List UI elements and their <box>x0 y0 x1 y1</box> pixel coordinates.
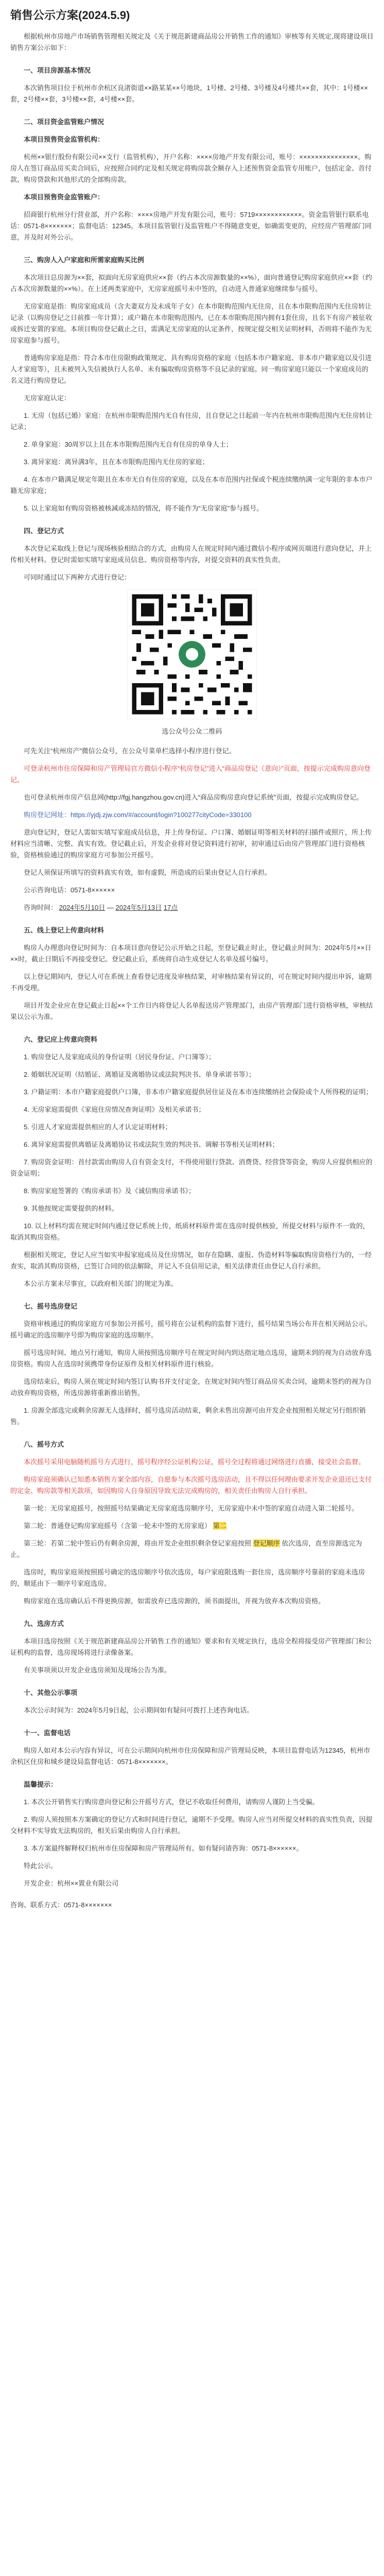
section-4-p4: 也可登录杭州市房产信息网(http://fgj.hangzhou.gov.cn)进入“商品房购房意向登记系统”页面，按提示完成购房登记。 <box>24 793 363 801</box>
section-8-p4: 选房时，购房家庭须按照摇号确定的选房顺序号依次选房，每户家庭限选购一套住房，选房顺序号靠前的家庭未选房的，顺延由下一顺序号家庭选房。 <box>10 1568 365 1587</box>
section-11-heading: 十一、监督电话 <box>24 1729 71 1737</box>
section-5-p1: 购房人办理意向登记时间为：自本项目意向登记公示开始之日起，至登记截止时止，登记截止时间为：2024年5月××日××时，截止日期后不再接受登记。登记截止后，系统将自动生成登记人名单及摇号编号。 <box>10 944 372 963</box>
qr-caption: 选公众号公众二维码 <box>162 727 222 735</box>
section-8-p2-line <box>10 1520 374 1532</box>
section-5-heading: 五、线上登记上传意向材料 <box>24 926 104 934</box>
highlight-order: 登记顺序 <box>253 1539 280 1547</box>
section-6-item: 4. 无房家庭需提供《家庭住房情况查询证明》及相关承诺书； <box>24 1106 205 1113</box>
section-4-contact: 公示咨询电话：0571-8×××××× <box>24 886 115 894</box>
section-4-red-note: 可登录杭州市住房保障和房产管理局官方微信小程序“杭房登记”进入“商品房登记（意向）”页面，按提示完成购房意向登记。 <box>10 765 371 784</box>
section-6-item: 1. 购房登记人及家庭成员的身份证明（居民身份证、户口簿等）； <box>24 1053 215 1061</box>
section-3-item: 4. 在本市户籍满足规定年限且在本市无自有住房的家庭，以及在本市范围内社保或个税连续缴纳满一定年限的非本市户籍无房家庭； <box>10 476 373 495</box>
notes-closing: 特此公示。 <box>24 1862 58 1870</box>
section-6-p1: 根据相关规定，登记人应当如实申报家庭成员及住房情况，如存在隐瞒、虚报、伪造材料等骗取购房资格行为的，一经查实，取消其购房资格，已签订合同的依法解除，并记入不良信用记录，相关法律责任由登记人自行承担。 <box>10 1251 372 1270</box>
section-1-heading: 一、项目房源基本情况 <box>24 66 91 74</box>
section-6-p2: 本公示方案未尽事宜，以政府相关部门的规定为准。 <box>24 1280 178 1287</box>
date-start: 2024年5月10日 <box>59 904 106 911</box>
section-3-p3: 普通购房家庭是指：符合本市住房限购政策规定、具有购房资格的家庭（包括本市户籍家庭、非本市户籍家庭以及引进人才家庭等），且未被列入失信被执行人名单、未有骗取购房资格等不良记录的家庭。同一购房家庭只能以一个家庭成员的名义进行购房登记。 <box>10 354 372 384</box>
section-4-p5: 意向登记时，登记人需如实填写家庭成员信息，并上传身份证、户口簿、婚姻证明等相关材料的扫描件或照片，所上传材料应当清晰、完整、真实有效。登记截止后，开发企业将对登记资料进行初审，初审通过后由房产管理部门进行资格核验，资格核验通过的购房家庭方可参加公开摇号。 <box>10 828 372 859</box>
section-8-red-p2: 购房家庭须确认已知悉本销售方案全部内容，自愿参与本次摇号选房活动，且不得以任何理由要求开发企业退还已支付的定金、购房款等相关款项，如因购房人自身原因导致无法完成购房的，相关责任由购房人自行承担。 <box>10 1476 372 1495</box>
section-6-item: 8. 购房家庭签署的《购房承诺书》及《诚信购房承诺书》； <box>24 1187 195 1195</box>
section-2-p1: 杭州××银行股份有限公司××支行（监管机构），开户名称：××××房地产开发有限公司，账号：×××××××××××××××。购房人在签订商品房买卖合同后，应按照合同约定及相关规定将购房款全额存入上述预售资金监管专用账户，包括定金、首付款、购房贷款和其他形式的全部购房款。 <box>10 153 372 183</box>
section-9-heading: 九、选房方式 <box>24 1620 64 1628</box>
section-3-sub: 无房家庭认定： <box>24 394 71 402</box>
section-6-item: 9. 其他按规定需要提供的材料。 <box>24 1205 118 1212</box>
section-4-p1: 本次登记采取线上登记与现场核验相结合的方式，由购房人在规定时间内通过微信小程序或网页端进行意向登记，并上传相关材料。登记时需如实填写家庭成员信息、购房资格等内容，对提交资料的真实性负责。 <box>10 545 372 564</box>
notes-heading: 温馨提示： <box>24 1781 58 1788</box>
company-name: 开发企业：杭州××置业有限公司 <box>24 1879 119 1887</box>
section-8-p5: 购房家庭在选房确认后不得更换房源，如需放弃已选房源的，须书面提出，并视为放弃本次购房资格。 <box>24 1597 325 1605</box>
section-6-item: 10. 以上材料均需在规定时间内通过登记系统上传，纸质材料原件需在选房时提供核验，所提交材料与原件不一致的，取消其购房资格。 <box>10 1222 370 1241</box>
section-8-p3: 第三轮：若第二轮中签后仍有剩余房源，将由开发企业组织剩余登记家庭按照 <box>24 1539 252 1547</box>
section-3-item: 3. 离异家庭：离异满3年，且在本市限购范围内无住房的家庭； <box>24 458 209 466</box>
section-3-item: 5. 以上家庭如有购房资格被核减或冻结的情况，将不能作为“无房家庭”参与摇号。 <box>24 504 264 512</box>
date-mid: 2024年5月13日 <box>115 904 162 911</box>
intro: 根据杭州市房地产市场销售管理相关规定及《关于规范新建商品房公开销售工作的通知》审核等有关规定,现将建设项目销售方案公示如下： <box>10 32 374 52</box>
section-2-p2: 招商银行杭州分行营业部，开户名称：××××房地产开发有限公司，账号：5719××××××××××××。资金监管银行联系电话：0571-8×××××××；监督电话：12345。本项目监管银行及监管账户不得随意变更，如确需变更的，应经房产管理部门同意，并及时对外公示。 <box>10 211 372 241</box>
section-2-heading: 二、项目资金监管账户情况 <box>24 118 104 126</box>
section-3-p2: 无房家庭是指：购房家庭成员（含夫妻双方及未成年子女）在本市限购范围内无住房，且在本市限购范围内无住房转让记录（以购房登记之日前推一年计算）；或户籍在本市限购范围内，已在本市限购范围内拥有1套住房，且名下有房产被征收或拆迁安置的家庭。本项目购房登记截止之日，需满足无房家庭的认定条件，按规定提交相关证明材料，否则将不能作为无房家庭参与摇号。 <box>10 302 372 344</box>
footer-contact: 咨询、联系方式：0571-8××××××× <box>10 1901 112 1909</box>
section-6-item: 5. 引进人才家庭需提供相应的人才认定证明材料； <box>24 1123 172 1131</box>
section-6-item: 6. 离异家庭需提供离婚证及离婚协议书或法院生效的判决书、调解书等相关证明材料； <box>24 1141 279 1148</box>
qr-code-container <box>10 589 374 723</box>
section-3-heading: 三、购房人入户家庭和所需家庭购买比例 <box>24 256 145 264</box>
page-title: 销售公示方案(2024.5.9) <box>10 9 130 22</box>
section-6-item: 7. 购房资金证明：首付款需由购房人自有资金支付，不得使用银行贷款、消费贷、经营贷等资金，购房人应提供相应的资金证明； <box>10 1158 373 1177</box>
section-3-item: 1. 无房（包括已婚）家庭：在杭州市限购范围内无自有住房，且自登记之日起前一年内在杭州市限购范围内无住房转让记录； <box>10 412 373 431</box>
dates-label: 咨询时间： <box>24 904 58 911</box>
section-6-item: 3. 户籍证明：本市户籍家庭提供户口簿，非本市户籍家庭提供居住证及在本市连续缴纳社会保险或个人所得税的证明； <box>24 1088 373 1096</box>
notes-item: 2. 购房人须按照本方案确定的登记方式和时间进行登记，逾期不予受理。购房人应当对所提交材料的真实性负责，因提交材料不实导致无法购房的，相关后果由购房人自行承担。 <box>10 1816 373 1835</box>
section-4-p6: 登记人须保证所填写的资料真实有效，如有虚假，所造成的后果由登记人自行承担。 <box>24 869 272 876</box>
section-7-p3: 选房结束后，购房人须在规定时间内签订认购书并支付定金，在规定时间内签订商品房买卖合同，逾期未签约的视为自动放弃购房资格，所选房源将重新推出销售。 <box>10 1378 372 1397</box>
section-10-p1: 本次公示时间为：2024年5月9日起，公示期间如有疑问可拨打上述咨询电话。 <box>24 1706 254 1714</box>
section-8-p3b: 依次选房，直至房源选完为止。 <box>10 1539 362 1558</box>
notes-item: 3. 本方案最终解释权归杭州市住房保障和房产管理局所有。如有疑问请咨询：0571-8××××××。 <box>24 1844 303 1852</box>
section-4-p2: 可同时通过以下两种方式进行登记： <box>24 573 131 581</box>
date-end: 17点 <box>163 904 178 911</box>
section-4-p3: 可先关注“杭州房产”微信公众号，在公众号菜单栏选择小程序进行登记。 <box>24 747 236 755</box>
section-11-p1: 购房人如对本公示内容有异议，可在公示期间向杭州市住房保障和房产管理局反映，本项目监督电话为12345，杭州市余杭区住房和城乡建设局监督电话：0571-8×××××××。 <box>10 1747 371 1766</box>
section-5-p3: 项目开发企业应在登记截止日起××个工作日内将登记人名单报送房产管理部门，由房产管理部门进行资格审核，审核结果以公示为准。 <box>10 1002 373 1021</box>
section-8-red-p1: 本次摇号采用电脑随机摇号方式进行，摇号程序经公证机构公证，摇号全过程将通过网络进行直播，接受社会监督。 <box>24 1458 365 1466</box>
section-2-sub1: 本项目预售资金监管机构： <box>24 135 104 143</box>
notes-item: 1. 本次公开销售实行购房意向登记和公开摇号方式，登记不收取任何费用，请购房人谨防上当受骗。 <box>24 1798 319 1806</box>
highlight-round: 第二 <box>213 1522 226 1530</box>
section-8-p3-line <box>10 1538 374 1561</box>
section-7-heading: 七、摇号选房登记 <box>24 1302 78 1310</box>
registration-url[interactable]: 购房登记网址：https://yjdj.zjw.com/#/account/login?100277cityCode=330100 <box>24 811 252 819</box>
qr-code-image <box>127 589 257 719</box>
section-3-p1: 本次项目总房源为××套，拟面向无房家庭供应××套（约占本次房源数量的××%），面向普通登记购房家庭供应××套（约占本次房源数量的××%）。在上述两类家庭中，无房家庭摇号未中签的，自动进入普通家庭继续参与摇号。 <box>10 274 372 293</box>
section-8-p1: 第一轮：无房家庭摇号，按照摇号结果确定无房家庭选房顺序号，无房家庭中未中签的家庭自动进入第二轮摇号。 <box>24 1504 359 1512</box>
section-7-p1: 资格审核通过的购房家庭方可参加公开摇号，摇号将在公证机构的监督下进行，摇号结果当场公布并在相关网站公示。摇号确定的选房顺序号即为购房家庭的选房顺序。 <box>10 1320 372 1339</box>
section-1-body: 本次销售项目位于杭州市余杭区良渚街道××路某某××号地块，1号楼、2号楼、3号楼及4号楼共××套，其中：1号楼××套，2号楼××套，3号楼××套，4号楼××套。 <box>10 84 368 103</box>
section-9-p1: 本项目选房按照《关于规范新建商品房公开销售工作的通知》要求和有关规定执行，选房全程将接受房产管理部门和公证机构的监督，选房现场将进行录像备案。 <box>10 1637 372 1656</box>
section-10-heading: 十、其他公示事项 <box>24 1689 78 1697</box>
section-7-p2: 摇号选房时间、地点另行通知，购房人须按照选房顺序号在规定时间内到达指定地点选房，逾期未到的视为自动放弃选房资格。购房人在选房时须携带身份证原件及相关材料原件进行核验。 <box>10 1349 372 1368</box>
section-4-dates: 咨询时间： 2024年5月10日 — 2024年5月13日 17点 <box>24 904 178 911</box>
section-2-sub2: 本项目预售资金监管账户： <box>24 193 104 201</box>
section-3-item: 2. 单身家庭：30周岁以上且在本市限购范围内无自有住房的单身人士； <box>24 440 233 448</box>
section-8-p2: 第二轮：普通登记购房家庭摇号（含第一轮未中签的无房家庭） <box>24 1522 212 1530</box>
section-5-p2: 以上登记期间内，登记人可在系统上查看登记进度及审核结果，对审核结果有异议的，可在规定时间内提出申诉，逾期不再受理。 <box>10 973 372 992</box>
section-9-p2: 有关事项须以开发企业选房须知及现场公告为准。 <box>24 1666 171 1674</box>
section-6-item: 2. 婚姻状况证明（结婚证、离婚证及离婚协议或法院判决书、单身承诺书等）； <box>24 1071 255 1078</box>
section-8-heading: 八、摇号方式 <box>24 1440 64 1448</box>
section-7-p4: 1. 房源全部选完或剩余房源无人选择时，摇号选房活动结束，剩余未售出房源可由开发企业按照相关规定另行组织销售。 <box>10 1406 366 1426</box>
section-4-heading: 四、登记方式 <box>24 527 64 535</box>
section-6-heading: 六、登记应上传意向资料 <box>24 1036 98 1043</box>
